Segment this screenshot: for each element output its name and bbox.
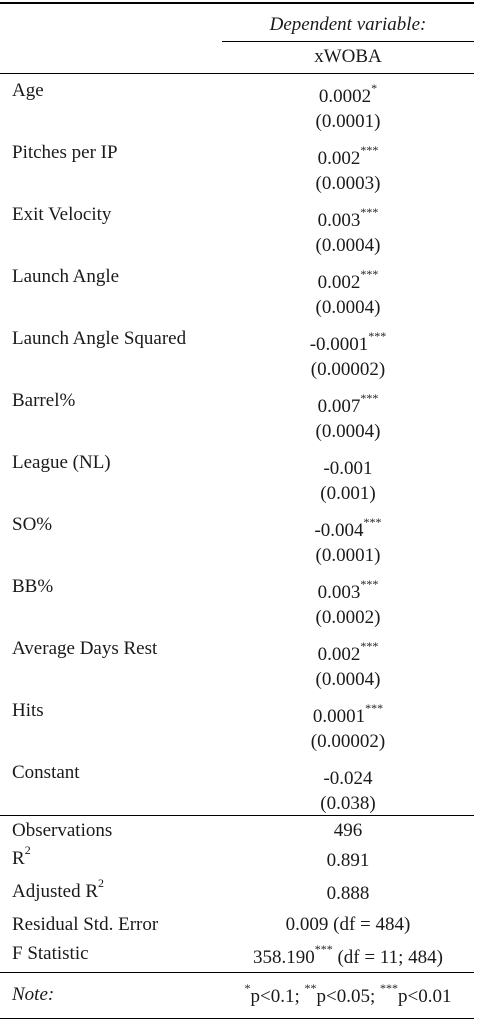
standard-error-value: (0.0001) [315, 545, 381, 566]
coefficient-value: 0.003*** [317, 204, 379, 231]
standard-error-value: (0.0001) [315, 111, 381, 132]
note-label: Note: [12, 984, 55, 1005]
coefficient-value: 0.0001*** [312, 700, 384, 727]
f-statistic-value: 358.190*** (df = 11; 484) [252, 941, 444, 968]
coefficient-value: -0.0001*** [309, 328, 387, 355]
coefficient-value: 0.002*** [317, 142, 379, 169]
variable-label: League (NL) [12, 452, 111, 473]
r2-label: $R^2$ [12, 842, 31, 869]
standard-error-value: (0.001) [320, 483, 376, 504]
variable-label: Barrel% [12, 390, 76, 411]
standard-error-value: (0.00002) [310, 731, 386, 752]
significance-stars: *** [360, 266, 379, 281]
variable-label: Launch Angle Squared [12, 328, 187, 349]
coefficient-value: -0.024 [323, 768, 373, 789]
significance-stars: * [371, 80, 378, 95]
standard-error-value: (0.038) [320, 793, 376, 814]
variable-label: Age [12, 80, 44, 101]
variable-label: Launch Angle [12, 266, 120, 287]
variable-label: Hits [12, 700, 44, 721]
coefficient-value: 0.007*** [317, 390, 379, 417]
significance-note: *p<0.1; **p<0.05; ***p<0.01 [244, 980, 452, 1007]
coefficient-value: 0.003*** [317, 576, 379, 603]
r2-value: 0.891 [326, 850, 370, 871]
dependent-variable-name: xWOBA [314, 46, 382, 67]
significance-stars: *** [363, 514, 382, 529]
adjusted-r2-label: Adjusted $R^2$ [12, 875, 105, 902]
dependent-variable-rule [222, 41, 474, 42]
significance-stars: *** [360, 204, 379, 219]
standard-error-value: (0.0003) [315, 173, 381, 194]
header-rule [0, 73, 474, 74]
coefficient-value: 0.002*** [317, 266, 379, 293]
significance-stars: *** [365, 700, 384, 715]
standard-error-value: (0.0004) [315, 421, 381, 442]
standard-error-value: (0.00002) [310, 359, 386, 380]
variable-label: Exit Velocity [12, 204, 112, 225]
standard-error-value: (0.0004) [315, 669, 381, 690]
significance-stars: *** [360, 638, 379, 653]
rse-value: 0.009 (df = 484) [285, 914, 411, 935]
standard-error-value: (0.0004) [315, 235, 381, 256]
standard-error-value: (0.0002) [315, 607, 381, 628]
dependent-variable-caption: Dependent variable: [269, 14, 427, 35]
variable-label: Pitches per IP [12, 142, 118, 163]
f-statistic-label: F Statistic [12, 943, 89, 964]
significance-stars: *** [360, 576, 379, 591]
significance-stars: *** [360, 390, 379, 405]
coefficient-value: -0.004*** [314, 514, 382, 541]
top-rule [0, 2, 474, 4]
stats-bottom-rule [0, 972, 474, 973]
variable-label: SO% [12, 514, 53, 535]
bottom-rule [0, 1018, 474, 1019]
observations-label: Observations [12, 820, 113, 841]
coefficient-value: 0.002*** [317, 638, 379, 665]
variable-label: BB% [12, 576, 54, 597]
observations-value: 496 [333, 820, 363, 841]
coefficient-value: -0.001 [323, 458, 373, 479]
variable-label: Constant [12, 762, 80, 783]
coefficient-value: 0.0002* [318, 80, 378, 107]
standard-error-value: (0.0004) [315, 297, 381, 318]
significance-stars: *** [360, 142, 379, 157]
rse-label: Residual Std. Error [12, 914, 159, 935]
adjusted-r2-value: 0.888 [326, 883, 370, 904]
variable-label: Average Days Rest [12, 638, 158, 659]
significance-stars: *** [368, 328, 387, 343]
coefficients-bottom-rule [0, 815, 474, 816]
